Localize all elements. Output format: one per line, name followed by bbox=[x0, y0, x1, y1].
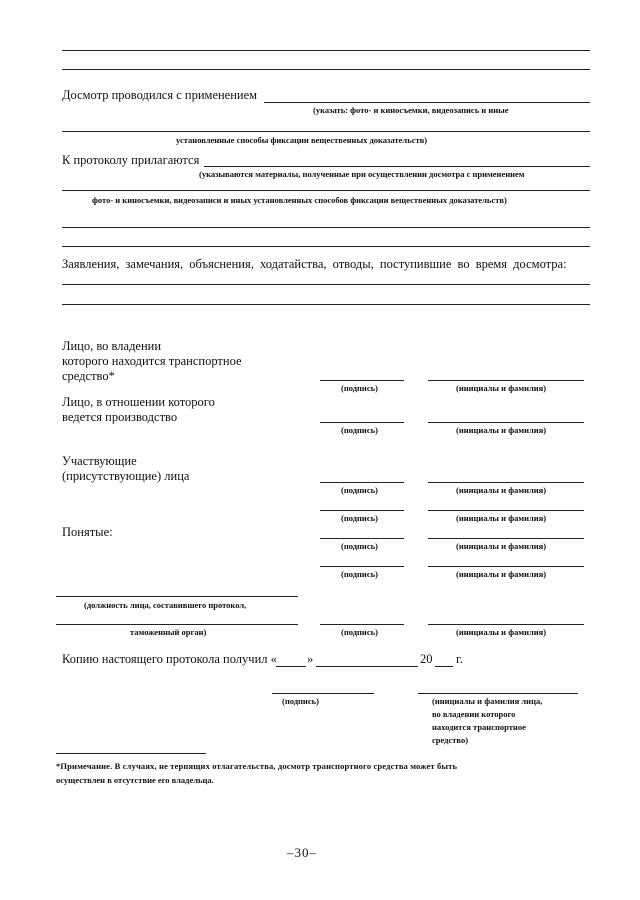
signature-caption: (подпись) bbox=[341, 541, 378, 551]
signature-line bbox=[272, 693, 374, 694]
owner-label: средство* bbox=[62, 369, 115, 383]
copy-name-caption: во владении которого bbox=[432, 709, 516, 719]
official-authority-caption: таможенный орган) bbox=[130, 627, 207, 637]
signature-caption: (подпись) bbox=[341, 383, 378, 393]
inspection-tools-label: Досмотр проводился с применением bbox=[62, 88, 258, 102]
copy-year-suffix: г. bbox=[456, 652, 463, 666]
signature-caption: (подпись) bbox=[341, 513, 378, 523]
witnesses-label: Понятые: bbox=[62, 525, 113, 539]
name-caption: (инициалы и фамилия) bbox=[456, 425, 547, 435]
footnote-text: *Примечание. В случаях, не терпящих отлагательства, досмотр транспортного средства может быть bbox=[56, 761, 458, 771]
copy-month-field bbox=[316, 666, 418, 667]
attachments-hint: фото- и киносъемки, видеозаписи и иных установленных способов фиксации вещественных доказательств) bbox=[92, 195, 507, 205]
blank-line bbox=[62, 50, 590, 51]
page-number: –30– bbox=[287, 845, 317, 860]
signature-line bbox=[320, 566, 404, 567]
participants-label: Участвующие bbox=[62, 454, 137, 468]
blank-line bbox=[62, 69, 590, 70]
copy-day-field bbox=[276, 666, 306, 667]
copy-year-field bbox=[435, 666, 453, 667]
signature-caption: (подпись) bbox=[341, 627, 378, 637]
name-caption: (инициалы и фамилия) bbox=[456, 569, 547, 579]
signature-line bbox=[320, 510, 404, 511]
signature-line bbox=[320, 624, 404, 625]
footnote-separator bbox=[56, 753, 206, 754]
copy-received-quote: » bbox=[307, 652, 314, 666]
owner-label: которого находится транспортное bbox=[62, 354, 242, 368]
official-authority-line bbox=[56, 624, 298, 625]
name-line bbox=[428, 482, 584, 483]
statements-label: Заявления, замечания, объяснения, ходатайства, отводы, поступившие во время досмотра: bbox=[62, 257, 567, 271]
blank-line bbox=[62, 131, 590, 132]
copy-name-caption: (инициалы и фамилия лица, bbox=[432, 696, 543, 706]
attachments-label: К протоколу прилагаются bbox=[62, 153, 200, 167]
participants-label: (присутствующие) лица bbox=[62, 469, 190, 483]
name-line bbox=[428, 422, 584, 423]
official-position-caption: (должность лица, составившего протокол, bbox=[84, 600, 247, 610]
copy-name-caption: средство) bbox=[432, 735, 469, 745]
name-line bbox=[428, 380, 584, 381]
signature-caption: (подпись) bbox=[341, 485, 378, 495]
blank-line bbox=[62, 190, 590, 191]
blank-line bbox=[62, 227, 590, 228]
name-line bbox=[428, 624, 584, 625]
copy-received-text: Копию настоящего протокола получил « bbox=[62, 652, 277, 666]
blank-line bbox=[62, 246, 590, 247]
name-caption: (инициалы и фамилия) bbox=[456, 541, 547, 551]
name-line bbox=[418, 693, 578, 694]
name-line bbox=[428, 538, 584, 539]
copy-name-caption: находится транспортное bbox=[432, 722, 526, 732]
footnote-text: осуществлен в отсутствие его владельца. bbox=[56, 775, 214, 785]
subject-label: Лицо, в отношении которого bbox=[62, 395, 215, 409]
attachments-field bbox=[204, 166, 590, 167]
name-caption: (инициалы и фамилия) bbox=[456, 513, 547, 523]
signature-line bbox=[320, 422, 404, 423]
signature-line bbox=[320, 538, 404, 539]
signature-caption: (подпись) bbox=[341, 569, 378, 579]
attachments-hint: (указываются материалы, полученные при осуществлении досмотра с применением bbox=[199, 169, 525, 179]
name-caption: (инициалы и фамилия) bbox=[456, 485, 547, 495]
signature-caption: (подпись) bbox=[341, 425, 378, 435]
owner-label: Лицо, во владении bbox=[62, 339, 162, 353]
copy-signature-caption: (подпись) bbox=[282, 696, 319, 706]
inspection-tools-field bbox=[264, 102, 590, 103]
name-line bbox=[428, 566, 584, 567]
subject-label: ведется производство bbox=[62, 410, 178, 424]
inspection-tools-hint: установленные способы фиксации вещественных доказательств) bbox=[176, 135, 428, 145]
blank-line bbox=[62, 284, 590, 285]
official-position-line bbox=[56, 596, 298, 597]
blank-line bbox=[62, 304, 590, 305]
inspection-tools-hint: (указать: фото- и киносъемки, видеозапись и иные bbox=[313, 105, 509, 115]
signature-line bbox=[320, 380, 404, 381]
name-caption: (инициалы и фамилия) bbox=[456, 383, 547, 393]
copy-year-prefix: 20 bbox=[420, 652, 433, 666]
name-caption: (инициалы и фамилия) bbox=[456, 627, 547, 637]
name-line bbox=[428, 510, 584, 511]
signature-line bbox=[320, 482, 404, 483]
